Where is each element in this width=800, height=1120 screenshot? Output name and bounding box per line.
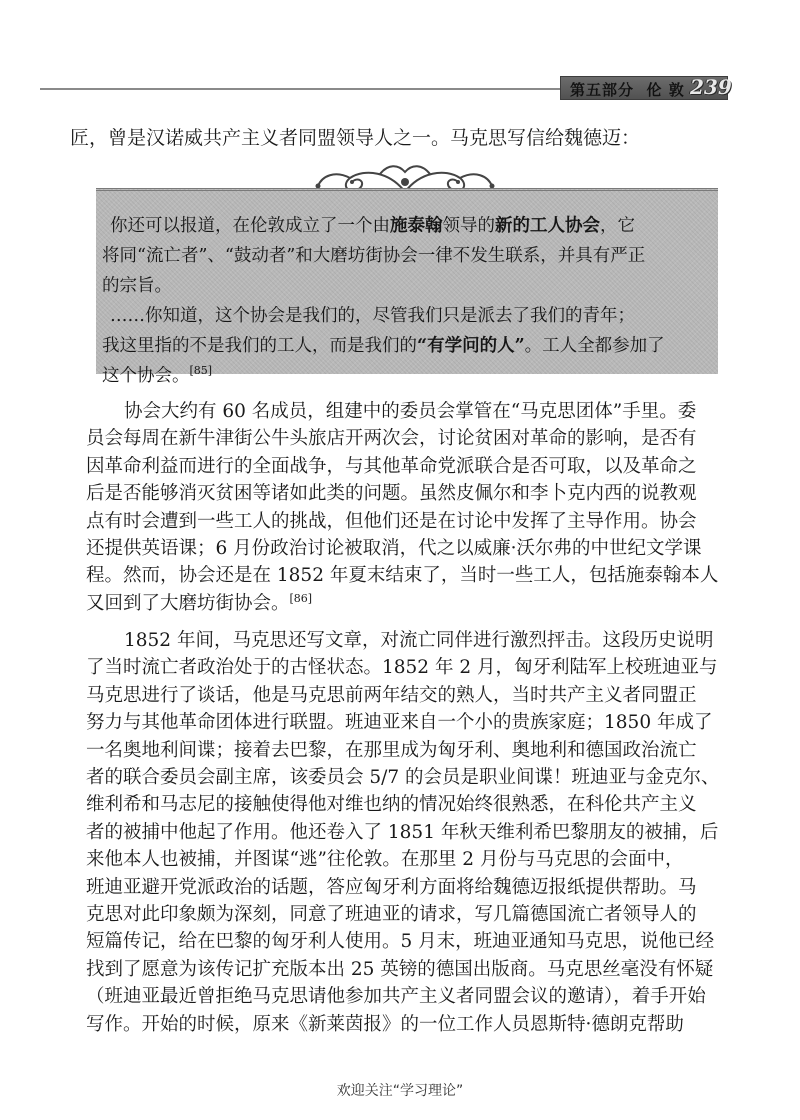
body-line: 克思对此印象颇为深刻，同意了班迪亚的请求，写几篇德国流亡者领导人的 — [86, 904, 697, 926]
body-line: （班迪亚最近曾拒绝马克思请他参加共产主义者同盟会议的邀请），着手开始 — [86, 986, 706, 1008]
body-line: 努力与其他革命团体进行联盟。班迪亚来自一个小的贵族家庭；1850 年成了 — [86, 712, 713, 734]
body-line: 还提供英语课；6 月份政治讨论被取消，代之以威廉·沃尔弗的中世纪文学课 — [86, 538, 702, 560]
footer-note: 欢迎关注“学习理论” — [336, 1083, 464, 1099]
lead-line: 匠，曾是汉诺威共产主义者同盟领导人之一。马克思写信给魏德迈： — [70, 127, 641, 149]
body-line: 班迪亚避开党派政治的话题，答应匈牙利方面将给魏德迈报纸提供帮助。马 — [86, 876, 697, 898]
quote-emphasis: “有学问的人” — [417, 336, 525, 356]
header-section: 第五部分 — [570, 81, 635, 99]
quote-line: ……你知道，这个协会是我们的，尽管我们只是派去了我们的青年； — [110, 306, 635, 326]
body-line: 协会大约有 60 名成员，组建中的委员会掌管在“马克思团体”手里。委 — [124, 401, 697, 422]
body-line: 程。然而，协会还是在 1852 年夏末结束了，当时一些工人，包括施泰翰本人 — [86, 565, 719, 587]
body-line: 来他本人也被捕，并图谋“逃”往伦敦。在那里 2 月份与马克思的会面中， — [86, 849, 684, 871]
body-line: 1852 年间，马克思还写文章，对流亡同伴进行激烈抨击。这段历史说明 — [124, 630, 714, 651]
body-line: 找到了愿意为该传记扩充版本出 25 英镑的德国出版商。马克思丝毫没有怀疑 — [86, 958, 714, 980]
quote-emphasis: 施泰翰 — [390, 216, 443, 236]
body-line: 马克思进行了谈话，他是马克思前两年结交的熟人，当时共产主义者同盟正 — [86, 684, 697, 706]
body-line: 了当时流亡者政治处于的古怪状态。1852 年 2 月，匈牙利陆军上校班迪亚与 — [86, 657, 718, 679]
body-line: 维利希和马志尼的接触使得他对维也纳的情况始终很熟悉，在科伦共产主义 — [86, 794, 697, 816]
quote-text: 你还可以报道，在伦敦成立了一个由 — [110, 216, 390, 236]
footnote-ref[interactable]: [85] — [189, 364, 213, 377]
body-line: 员会每周在新牛津街公牛头旅店开两次会，讨论贫困对革命的影响，是否有 — [86, 428, 697, 450]
body-line: 写作。开始的时候，原来《新莱茵报》的一位工作人员恩斯特·德朗克帮助 — [86, 1013, 684, 1035]
body-line — [86, 590, 726, 617]
body-paragraph-1 — [86, 398, 726, 617]
quote-line — [96, 361, 665, 391]
quote-text: 领导的 — [442, 216, 495, 236]
body-line: 短篇传记，给在巴黎的匈牙利人使用。5 月末，班迪亚通知马克思，说他已经 — [86, 931, 715, 953]
page-number: 239 — [690, 75, 732, 99]
running-header — [0, 72, 800, 102]
body-line: 者的被捕中他起了作用。他还卷入了 1851 年秋天维利希巴黎朋友的被捕，后 — [86, 821, 719, 843]
body-paragraph-2 — [86, 627, 726, 1038]
quote-text: ，它 — [600, 216, 635, 236]
header-section-title — [570, 79, 685, 100]
header-city: 伦 敦 — [646, 81, 685, 99]
footnote-ref[interactable]: [86] — [289, 591, 313, 605]
header-rule — [40, 88, 560, 90]
body-line: 因革命利益而进行的全面战争，与其他革命党派联合是否可取，以及革命之 — [86, 455, 697, 477]
body-line: 者的联合委员会副主席，该委员会 5/7 的会员是职业间谍！班迪亚与金克尔、 — [86, 767, 720, 789]
quote-line — [96, 331, 665, 361]
quote-box — [96, 188, 718, 386]
quote-text: 。工人全都参加了 — [524, 336, 665, 356]
body-line: 后是否能够消灭贫困等诸如此类的问题。虽然皮佩尔和李卜克内西的说教观 — [86, 483, 697, 505]
body-text: 又回到了大磨坊街协会。 — [86, 592, 290, 614]
body-line: 点有时会遭到一些工人的挑战，但他们还是在讨论中发挥了主导作用。协会 — [86, 510, 697, 532]
body-line: 一名奥地利间谍；接着去巴黎，在那里成为匈牙利、奥地利和德国政治流亡 — [86, 739, 697, 761]
quote-paragraph-1 — [96, 211, 645, 301]
quote-text: 我这里指的不是我们的工人，而是我们的 — [102, 336, 417, 356]
quote-paragraph-2 — [96, 301, 665, 391]
quote-line: 将同“流亡者”、“鼓动者”和大磨坊街协会一律不发生联系，并具有严正 — [102, 246, 646, 266]
quote-emphasis: 新的工人协会 — [495, 216, 600, 236]
quote-line — [96, 211, 645, 241]
quote-line: 的宗旨。 — [102, 276, 172, 296]
quote-text: 这个协会。 — [102, 366, 190, 386]
